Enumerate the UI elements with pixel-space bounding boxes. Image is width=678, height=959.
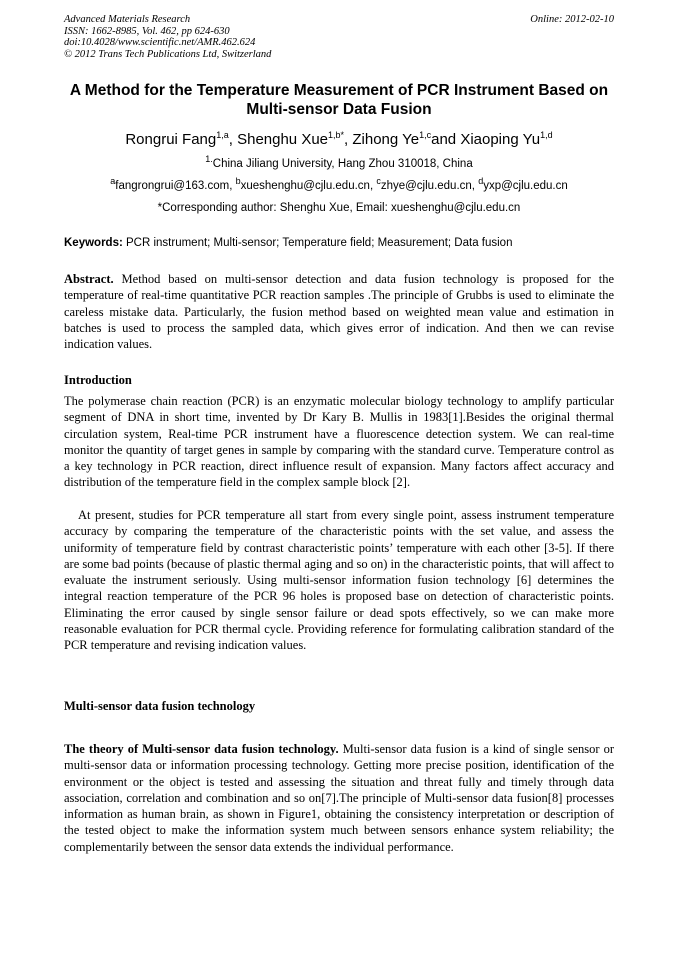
- author: and Xiaoping Yu$^{1,d}$: [431, 130, 553, 148]
- intro-paragraph-2: At present, studies for PCR temperature all start from every single point, assess instrument temperature accuracy by comparing the temperature of the characteristic points with the set value, and assess the uniformity of temperature field by contrast characteristic points’ temperature with each other [3-5]. If there are some bad points (because of plastic thermal aging and so on) in the characteristic points, that will affect to evaluate the instrument seriously. Using multi-sensor information fusion technology [6] determines the integral reaction temperature of the PCR 96 holes is proposed base on detection of characteristic points. Eliminating the error caused by single sensor failure or dead spots effectively, so we can make more reasonable evaluation for PCR thermal cycle. Providing reference for formulating calibration standard of the PCR temperature and revising indication values.: [64, 508, 614, 653]
- journal-name: Advanced Materials Research: [64, 14, 191, 25]
- abstract-label: Abstract.: [64, 272, 114, 286]
- author: Shenghu Xue$^{1,b*}$,: [237, 130, 353, 148]
- author-list: [40, 131, 638, 149]
- author-emails: [30, 176, 648, 193]
- section-heading-introduction: Introduction: [64, 373, 132, 387]
- journal-header: [64, 14, 271, 60]
- copyright-line: © 2012 Trans Tech Publications Ltd, Switzerland: [64, 48, 272, 60]
- author: Zihong Ye$^{1,c}$: [352, 130, 432, 148]
- keywords-label: Keywords:: [64, 237, 123, 249]
- doi-line: doi:10.4028/www.scientific.net/AMR.462.624: [64, 37, 256, 48]
- fusion-subheading: The theory of Multi-sensor data fusion technology.: [64, 742, 339, 756]
- abstract: [64, 271, 614, 352]
- email: $^b$xueshenghu@cjlu.edu.cn,: [235, 176, 377, 192]
- keywords: [64, 236, 616, 250]
- intro-paragraph-1: The polymerase chain reaction (PCR) is an enzymatic molecular biology technology to amplify particular segment of DNA in short time, invented by Dr Kary B. Mullis in 1983[1].Besides the original thermal circulation system, Real-time PCR instrument have a fluorescence detection system. We can real-time monitor the quantity of target genes in sample by comparing with the standard curve. Temperature control as a key technology in PCR reaction, direct influence result of expansion. Many factors affect accuracy and distribution of the temperature field in the complex sample block [2].: [64, 394, 614, 490]
- email: $^d$yxp@cjlu.edu.cn: [478, 176, 568, 192]
- email: $^c$zhye@cjlu.edu.cn,: [376, 176, 479, 192]
- online-date: Online: 2012-02-10: [530, 14, 614, 25]
- affiliation: $^{1.}$China Jiliang University, Hang Zhou 310018, China: [205, 154, 473, 170]
- fusion-paragraph: [64, 741, 614, 855]
- paper-title: A Method for the Temperature Measurement of PCR Instrument Based on Multi-sensor Data Fusion: [69, 82, 609, 118]
- author: Rongrui Fang$^{1,a}$,: [125, 130, 238, 148]
- keywords-text: PCR instrument; Multi-sensor; Temperature field; Measurement; Data fusion: [122, 237, 513, 249]
- abstract-text: Method based on multi-sensor detection and data fusion technology is proposed for the temperature of real-time quantitative PCR reaction samples .The principle of Grubbs is used to eliminate the careless mistake data. Particularly, the fusion method based on weighted mean value and estimation in batches is used to process the sampled data, which gives error of indication. And then we can revise indication values.: [64, 272, 614, 352]
- corresponding-author: *Corresponding author: Shenghu Xue, Email: xueshenghu@cjlu.edu.cn: [157, 202, 521, 214]
- fusion-text: Multi-sensor data fusion is a kind of single sensor or multi-sensor data or information processing technology. Getting more precise position, identification of the environment or the object is tested and assessing the situation and threat fully and timely through data association, correlation and combination and so on[7].The principle of Multi-sensor data fusion[8] processes information as human brain, as shown in Figure1, obtaining the consistency interpretation or description of the tested object to make the information system much between sensors enhance system reliability; the complementarily between the sensor data extends the individual performance.: [64, 742, 615, 854]
- email: $^a$fangrongrui@163.com,: [110, 176, 236, 192]
- issn-line: ISSN: 1662-8985, Vol. 462, pp 624-630: [64, 25, 230, 37]
- section-heading-fusion: Multi-sensor data fusion technology: [64, 699, 256, 713]
